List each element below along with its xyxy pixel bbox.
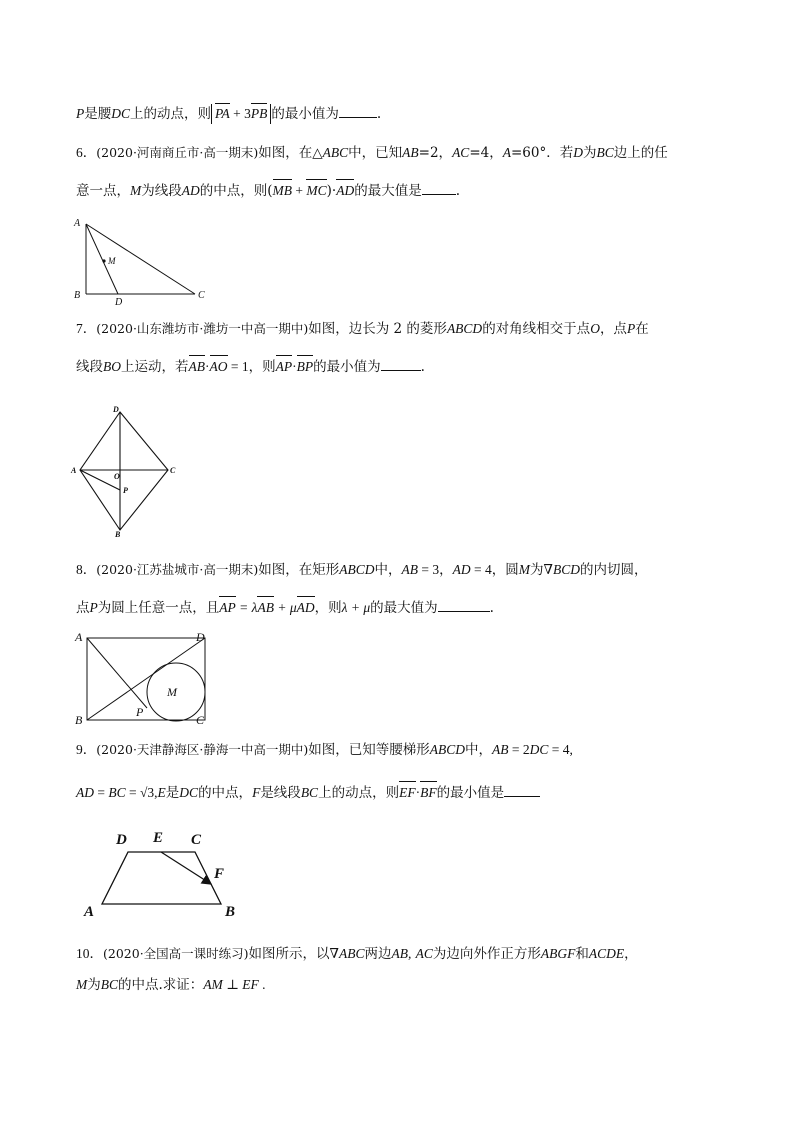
vector-AD: AD [296,600,315,615]
text: + 3 [229,106,251,121]
problem-7-line-2 [76,357,726,376]
text: . [376,106,382,122]
problem-8-line-2 [76,598,726,617]
var: BC [108,785,126,800]
text: 中， [374,562,402,578]
text: 中， [465,742,493,758]
label-A: A [75,630,83,644]
var: DC [529,742,549,757]
text: = 1，则 [227,359,276,374]
text: . [258,977,266,992]
var: ∇BCD [543,562,580,577]
text: =60°．若 [510,145,574,161]
text: . [420,359,425,375]
text: 的最小值为 [271,106,339,122]
problem-number: 10． [76,946,103,961]
vector-PB: PB [250,106,268,121]
answer-blank [422,181,456,195]
var: P [626,321,636,336]
text: 的最大值是 [354,183,422,199]
label-B: B [115,530,121,539]
text: 边上的任 [613,145,668,161]
text: ，点 [599,321,627,337]
var: BC [596,145,614,160]
vector-MC: MC [306,183,327,198]
var: ∇ABC [329,946,365,961]
vector-BP: BP [296,359,314,374]
var: ACDE [588,946,625,961]
rhombus-figure-p7 [68,402,188,538]
text: 如图，在△ [258,145,323,161]
text: 如图所示，以 [248,946,330,962]
vector-AD: AD [336,183,355,198]
text: · [415,785,421,800]
var: AM [203,977,223,992]
label-A: A [71,466,77,475]
problem-number: 7． [76,321,97,336]
label-C: C [198,290,205,301]
text: = [94,785,109,800]
text: 的最小值为 [313,359,381,375]
label-M: M [108,256,116,266]
triangle-figure-p6 [70,214,220,306]
absolute-value-expression [211,104,271,124]
var: BC [100,977,119,992]
text: · [292,359,297,374]
var: AC [452,145,470,160]
text: 上运动，若 [121,359,189,375]
label-D: D [115,297,123,308]
vector-EF: EF [399,785,416,800]
label-C: C [170,466,176,475]
text: 的最小值是 [436,785,505,801]
vector-BF: BF [420,785,437,800]
text: · [205,359,210,374]
var: BC [300,785,319,800]
text: 如图，已知等腰梯形 [308,742,430,758]
label-M: M [167,685,177,699]
label-D: D [113,405,119,414]
point-M [102,259,105,262]
label-B: B [75,713,83,727]
var-P: P [76,106,85,121]
var: ABCD [446,321,483,336]
var: P [89,600,98,615]
answer-blank [504,783,540,797]
problem-source: (2020·天津静海区·静海一中高一期中) [96,742,309,757]
label-A: A [74,218,81,229]
text: 为边向外作正方形 [432,946,541,962]
problem-6-line-1 [76,144,726,162]
rectangle-figure-p8 [72,628,222,726]
problem-6-line-2 [76,181,726,200]
problem-number: 6． [76,145,97,160]
var: O [590,321,600,336]
var: AC [415,946,433,961]
text: =4， [469,145,503,161]
var: λ + μ [341,600,371,615]
text: 是腰 [84,106,112,122]
text: 中，已知 [348,145,403,161]
text: ，圆 [491,562,519,578]
text: = λ [235,600,258,615]
var: ABCD [339,562,375,577]
text: 为 [530,562,544,578]
var: AD [76,785,94,800]
problem-number: 8． [76,562,97,577]
var: E [157,785,166,800]
label-D: D [196,630,205,644]
problem-10-line-1 [76,945,726,963]
text: 是 [165,785,180,801]
text: = 3 [418,562,440,577]
vector-AB: AB [257,600,274,615]
problem-7-line-1 [76,320,726,338]
text: . [455,183,461,199]
var: ABC [322,145,349,160]
answer-blank [438,598,490,612]
var: AD [452,562,471,577]
problem-5-line-1 [76,104,726,124]
var: D [573,145,583,160]
vector-AP: AP [275,359,293,374]
text: 上的动点，则 [130,106,212,122]
text: 如图，边长为 2 的菱形 [308,321,447,337]
text: 的对角线相交于点 [482,321,591,337]
problem-source: (2020·河南商丘市·高一期末) [96,145,259,160]
problem-source: (2020·山东潍坊市·潍坊一中高一期中) [96,321,309,336]
var: AB [402,145,419,160]
text: )· [326,183,337,199]
text: = 4 [470,562,492,577]
text: 的中点，则( [199,183,273,199]
text: 为圆上任意一点，且 [97,600,220,616]
var: ABGF [540,946,576,961]
text: =2， [418,145,453,161]
text: 在 [635,321,649,337]
vector-MB: MB [272,183,293,198]
text: . [489,600,494,616]
text: 的中点， [198,785,253,801]
text: 是线段 [260,785,301,801]
label-A: A [84,904,95,920]
problem-source: (2020·全国高一课时练习) [103,946,249,961]
var: AB, [391,946,412,961]
vector-AO: AO [209,359,228,374]
text: = 4, [548,742,573,757]
vector-AB: AB [188,359,205,374]
text: 点 [76,600,90,616]
text: 为 [87,977,101,993]
var: AD [181,183,200,198]
text: 和 [575,946,589,962]
var: DC [179,785,199,800]
answer-blank [339,104,377,118]
vector-AP: AP [219,600,236,615]
label-E: E [153,830,164,846]
var: BO [103,359,121,374]
text: 的内切圆， [579,562,648,578]
var-DC: DC [111,106,131,121]
vector-PA: PA [215,106,230,121]
var: ABCD [429,742,466,757]
var: F [252,785,261,800]
label-C: C [191,832,202,848]
text: + μ [273,600,297,615]
text: = √3, [125,785,158,800]
label-P: P [136,705,144,719]
text: ⊥ [222,977,243,992]
problem-9-line-2 [76,783,726,802]
label-C: C [196,713,205,727]
var: M [76,977,88,992]
text: 上的动点，则 [318,785,400,801]
label-O: O [114,472,120,481]
problem-8-line-1 [76,561,726,579]
text: ，则 [314,600,342,616]
text: 为 [582,145,597,161]
label-F: F [214,866,225,882]
text: + [292,183,307,198]
text: 意一点， [76,183,130,199]
text: 如图，在矩形 [258,562,340,578]
var: EF [242,977,259,992]
var: AB [401,562,419,577]
text: 两边 [364,946,392,962]
trapezoid-figure-p9 [80,824,250,924]
text: ， [624,946,638,962]
var: M [518,562,531,577]
problem-source: (2020·江苏盐城市·高一期末) [96,562,259,577]
var: M [130,183,142,198]
var: A [502,145,511,160]
text: 线段 [76,359,103,375]
text: ， [439,562,453,578]
problem-10-line-2 [76,976,726,994]
text: 为线段 [141,183,182,199]
text: = 2 [508,742,530,757]
label-P: P [123,486,128,495]
var: AB [492,742,509,757]
text: 的最大值为 [370,600,438,616]
problem-9-line-1 [76,741,726,759]
label-B: B [74,290,81,301]
problem-number: 9． [76,742,97,757]
text: 的中点.求证： [118,977,204,993]
answer-blank [381,357,421,371]
label-B: B [225,904,236,920]
label-D: D [116,832,127,848]
